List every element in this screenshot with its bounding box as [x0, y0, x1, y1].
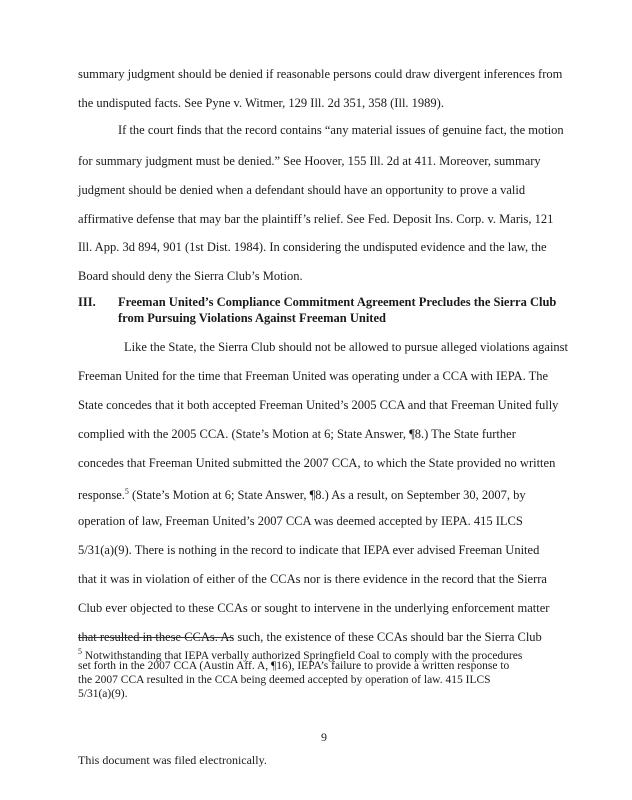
footnote-line-1-text: Notwithstanding that IEPA verbally authorized Springfield Coal to comply with the procedures [82, 649, 523, 662]
footnote-mark: 5 [78, 647, 82, 656]
body-line-15: operation of law, Freeman United’s 2007 CCA was deemed accepted by IEPA. 415 ILCS [78, 514, 523, 528]
footnote-line-2: set forth in the 2007 CCA (Austin Aff. A, ¶16), IEPA’s failure to provide a written response to [78, 660, 510, 672]
body-line-11: State concedes that it both accepted Freeman United’s 2005 CCA and that Freeman United fully [78, 398, 559, 412]
body-line-19: that resulted in these CCAs. As such, the existence of these CCAs should bar the Sierra Club [78, 630, 542, 644]
body-line-2: the undisputed facts. See Pyne v. Witmer, 129 Ill. 2d 351, 358 (Ill. 1989). [78, 96, 444, 110]
body-line-3: If the court finds that the record contains “any material issues of genuine fact, the motion [118, 123, 564, 137]
body-line-8: Board should deny the Sierra Club’s Motion. [78, 269, 303, 283]
body-line-13: concedes that Freeman United submitted the 2007 CCA, to which the State provided no written [78, 456, 556, 470]
body-line-16: 5/31(a)(9). There is nothing in the record to indicate that IEPA ever advised Freeman United [78, 543, 540, 557]
body-line-14-start: response. [78, 488, 125, 503]
body-line-5: judgment should be denied when a defendant should have an opportunity to prove a valid [78, 183, 526, 197]
body-line-18: Club ever objected to these CCAs or sought to intervene in the underlying enforcement matter [78, 601, 550, 615]
body-line-10: Freeman United for the time that Freeman United was operating under a CCA with IEPA. The [78, 369, 549, 383]
body-line-9: Like the State, the Sierra Club should not be allowed to pursue alleged violations against [124, 340, 569, 354]
body-line-14-end: (State’s Motion at 6; State Answer, ¶8.) As a result, on September 30, 2007, by [128, 488, 526, 503]
body-line-14 [78, 484, 526, 503]
footnote-divider [78, 637, 233, 638]
section-heading-line-2: from Pursuing Violations Against Freeman United [118, 311, 386, 325]
section-heading-line-1: Freeman United’s Compliance Commitment Agreement Precludes the Sierra Club [118, 295, 557, 309]
footnote-reference: 5 [124, 487, 129, 496]
filed-notice: This document was filed electronically. [78, 753, 267, 767]
body-line-17: that it was in violation of either of the CCAs nor is there evidence in the record that the Sierra [78, 572, 547, 586]
footnote-line-4: 5/31(a)(9). [78, 688, 128, 700]
body-line-1: summary judgment should be denied if reasonable persons could draw divergent inferences from [78, 67, 563, 81]
body-line-6: affirmative defense that may bar the plaintiff’s relief. See Fed. Deposit Ins. Corp. v. Maris, 121 [78, 212, 554, 226]
section-number: III. [78, 295, 96, 309]
footnote-line-3: the 2007 CCA resulted in the CCA being deemed accepted by operation of law. 415 ILCS [78, 674, 491, 686]
page-number: 9 [321, 730, 327, 744]
body-line-7: Ill. App. 3d 894, 901 (1st Dist. 1984). In considering the undisputed evidence and the law, the [78, 240, 547, 254]
body-line-4: for summary judgment must be denied.” See Hoover, 155 Ill. 2d at 411. Moreover, summary [78, 154, 541, 168]
body-line-12: complied with the 2005 CCA. (State’s Motion at 6; State Answer, ¶8.) The State further [78, 427, 516, 441]
